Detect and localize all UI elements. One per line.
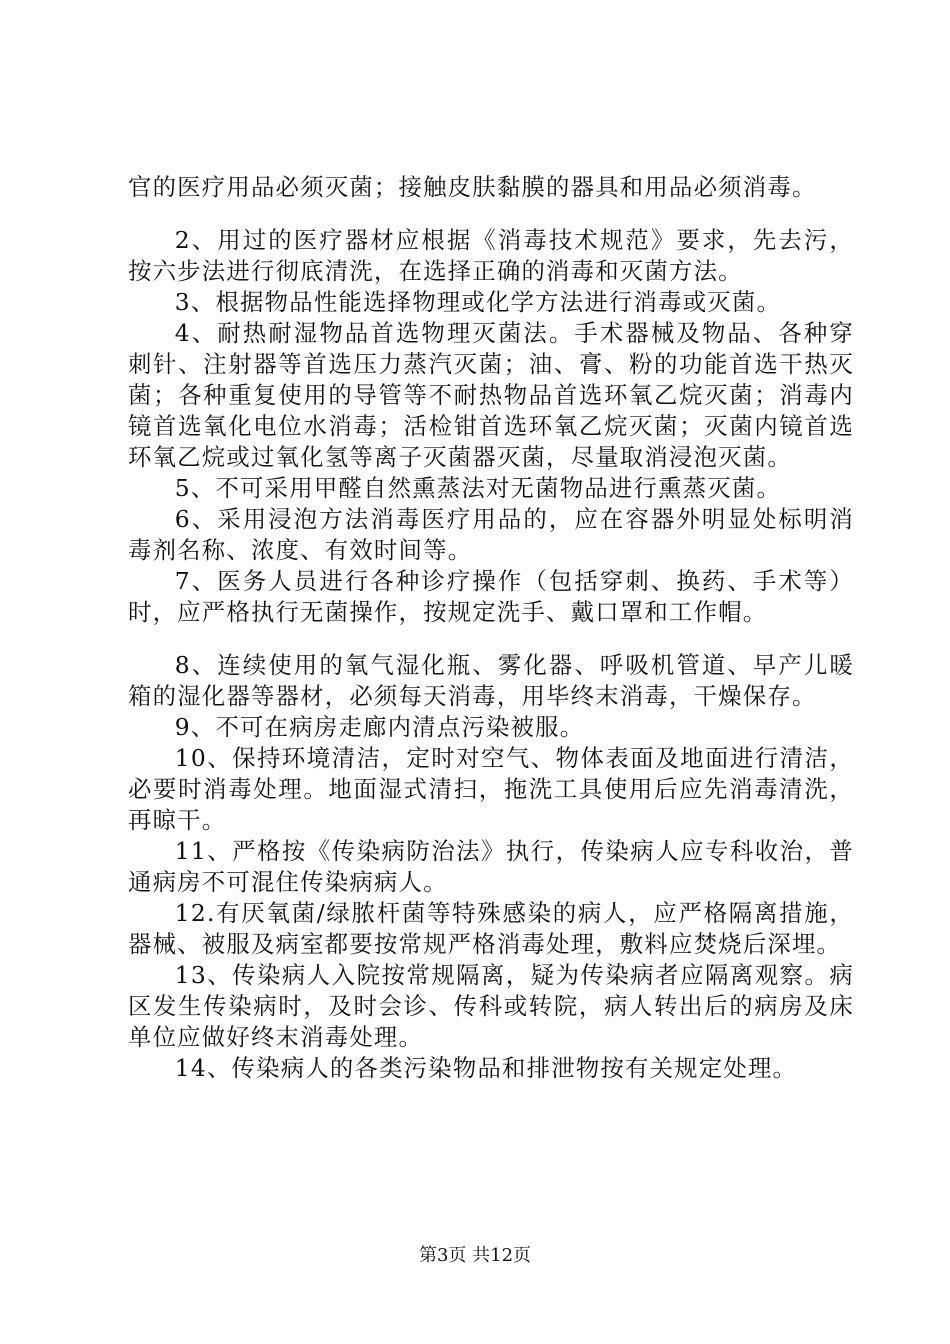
paragraph-item-5: 5、不可采用甲醛自然熏蒸法对无菌物品进行熏蒸灭菌。 [174,474,782,502]
paragraph-item-2: 2、用过的医疗器材应根据《消毒技术规范》要求，先去污，按六步法进行彻底清洗，在选择正确的消毒和灭菌方法。 [128,226,854,285]
paragraph-item-14: 14、传染病人的各类污染物品和排泄物按有关规定处理。 [174,1054,798,1082]
paragraph-item-8: 8、连续使用的氧气湿化瓶、雾化器、呼吸机管道、早产儿暖箱的湿化器等器材，必须每天消毒，用毕终末消毒，干燥保存。 [128,651,854,710]
paragraph-item-13: 13、传染病人入院按常规隔离，疑为传染病者应隔离观察。病区发生传染病时，及时会诊、传科或转院，病人转出后的病房及床单位应做好终末消毒处理。 [128,961,854,1051]
paragraph-item-11: 11、严格按《传染病防治法》执行，传染病人应专科收治，普通病房不可混住传染病病人。 [128,837,854,896]
page-number-footer: 第3页 共12页 [418,1245,532,1266]
paragraph-item-12: 12.有厌氧菌/绿脓杆菌等特殊感染的病人，应严格隔离措施，器械、被服及病室都要按常规严格消毒处理，敷料应焚烧后深埋。 [128,899,854,958]
paragraph-item-4: 4、耐热耐湿物品首选物理灭菌法。手术器械及物品、各种穿刺针、注射器等首选压力蒸汽灭菌；油、膏、粉的功能首选干热灭菌；各种重复使用的导管等不耐热物品首选环氧乙烷灭菌；消毒内镜首选氧化电位水消毒；活检钳首选环氧乙烷灭菌；灭菌内镜首选环氧乙烷或过氧化氢等离子灭菌器灭菌，尽量取消浸泡灭菌。 [128,319,854,471]
paragraph-item-10: 10、保持环境清洁，定时对空气、物体表面及地面进行清洁，必要时消毒处理。地面湿式清扫，拖洗工具使用后应先消毒清洗，再晾干。 [128,744,854,834]
paragraph-item-6: 6、采用浸泡方法消毒医疗用品的，应在容器外明显处标明消毒剂名称、浓度、有效时间等。 [128,505,854,564]
document-body [128,172,854,1084]
paragraph-item-7: 7、医务人员进行各种诊疗操作（包括穿刺、换药、手术等）时，应严格执行无菌操作，按规定洗手、戴口罩和工作帽。 [128,567,854,626]
paragraph-item-3: 3、根据物品性能选择物理或化学方法进行消毒或灭菌。 [174,288,782,316]
paragraph-continuation: 官的医疗用品必须灭菌；接触皮肤黏膜的器具和用品必须消毒。 [128,173,817,201]
paragraph-item-9: 9、不可在病房走廊内清点污染被服。 [174,713,585,741]
